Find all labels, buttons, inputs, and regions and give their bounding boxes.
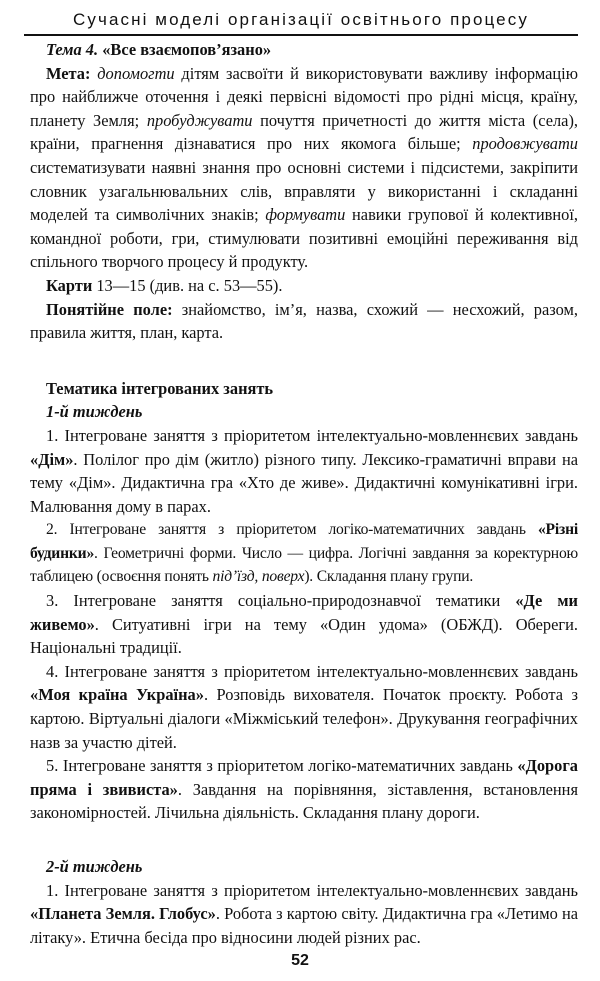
goal-verb-3: продовжувати bbox=[472, 134, 578, 154]
goal-text-1: дітям засвоїти й використовувати важливу інформацію про найближче оточення і деякі первісні відомості про рідні місця, країну, планету Земля; bbox=[30, 63, 578, 130]
week1-item-2: 2. Інтегроване заняття з пріоритетом логіко-математичних завдань «Різні будинки». Геометричні форми. Число — цифра. Логічні завдання за коректурною таблицею (освоєння понять під’їзд, поверх). Складання плану групи. bbox=[30, 521, 578, 586]
goal-paragraph bbox=[30, 62, 578, 274]
goal-verb-1: допомогти bbox=[97, 63, 175, 83]
week2-item-1: 1. Інтегроване заняття з пріоритетом інтелектуально-мовленнєвих завдань «Планета Земля. Глобус». Робота з картою світу. Дидактична гра «Летимо на літаку». Етична бесіда про відносини людей різних рас. bbox=[30, 880, 578, 947]
week1-item-3: 3. Інтегроване заняття соціально-природознавчої тематики «Де ми живемо». Ситуативні ігри на тему «Один удома» (ОБЖД). Обереги. Національні традиції. bbox=[30, 591, 578, 658]
week1-title: 1-й тиждень bbox=[46, 402, 143, 422]
running-header-title: Сучасні моделі організації освітнього процесу bbox=[73, 10, 529, 29]
week1-item-2-topic: «Різні будинки» bbox=[30, 521, 578, 562]
week1-item-5: 5. Інтегроване заняття з пріоритетом логіко-математичних завдань «Дорога пряма і звивиста». Завдання на порівняння, зіставлення, встановлення закономірностей. Лічильна діяльність. Складання плану дороги. bbox=[30, 756, 578, 823]
week1-item-3-topic: «Де ми живемо» bbox=[30, 591, 578, 634]
theme-label: Тема 4. bbox=[46, 40, 99, 59]
cards-text: 13—15 (див. на с. 53—55). bbox=[92, 275, 283, 295]
goal-verb-4: формувати bbox=[265, 205, 346, 225]
goal-verb-2: пробуджувати bbox=[146, 110, 253, 130]
week1-item-5-topic: «Дорога пряма і звивиста» bbox=[30, 756, 578, 799]
goal-text-4: навики групової й колективної, командної роботи, гри, стимулювати позитивні емоційні переживання від спільного творчого процесу й продукту. bbox=[30, 205, 578, 272]
cards-paragraph bbox=[30, 274, 578, 298]
cards-label: Карти bbox=[46, 275, 93, 295]
spacer bbox=[30, 825, 578, 855]
goal-text-2: почуття причетності до життя міста (села), країни, прагнення дізнаватися про них якомога більше; bbox=[30, 110, 578, 154]
running-header bbox=[24, 8, 578, 36]
concept-label: Понятійне поле: bbox=[46, 299, 173, 319]
spacer bbox=[30, 345, 578, 377]
goal-label: Мета: bbox=[46, 63, 91, 83]
concept-text: знайомство, ім’я, назва, схожий — несхожий, разом, правила життя, план, карта. bbox=[30, 299, 578, 343]
week1-item-4: 4. Інтегроване заняття з пріоритетом інтелектуально-мовленнєвих завдань «Моя країна Україна». Розповідь вихователя. Початок проєкту. Робота з картою. Віртуальні діалоги «Міжміський телефон». Друкування географічних назв за участю дітей. bbox=[30, 661, 578, 752]
week2-item-1-topic: «Планета Земля. Глобус» bbox=[30, 904, 216, 924]
goal-text-3: систематизувати наявні знання про основні системи і підсистеми, закріпити словник узагальнювальних слів, вправляти у використанні і складанні моделей та символічних знаків; bbox=[30, 157, 578, 225]
week1-item-1-topic: «Дім» bbox=[30, 449, 74, 469]
theme-heading bbox=[30, 38, 578, 62]
theme-title: «Все взаємопов’язано» bbox=[102, 40, 272, 59]
week2-title: 2-й тиждень bbox=[46, 857, 143, 876]
week1-item-1: 1. Інтегроване заняття з пріоритетом інтелектуально-мовленнєвих завдань «Дім». Полілог про дім (житло) різного типу. Лексико-граматичні вправи на тему «Дім». Дидактична гра «Хто де живе». Дидактичні комунікативні ігри. Малювання дому в парах. bbox=[30, 425, 578, 516]
page-number: 52 bbox=[291, 952, 309, 969]
page-body bbox=[30, 38, 578, 949]
section-title: Тематика інтегрованих занять bbox=[46, 378, 274, 398]
concept-paragraph bbox=[30, 298, 578, 345]
week1-item-4-topic: «Моя країна Україна» bbox=[30, 685, 204, 705]
